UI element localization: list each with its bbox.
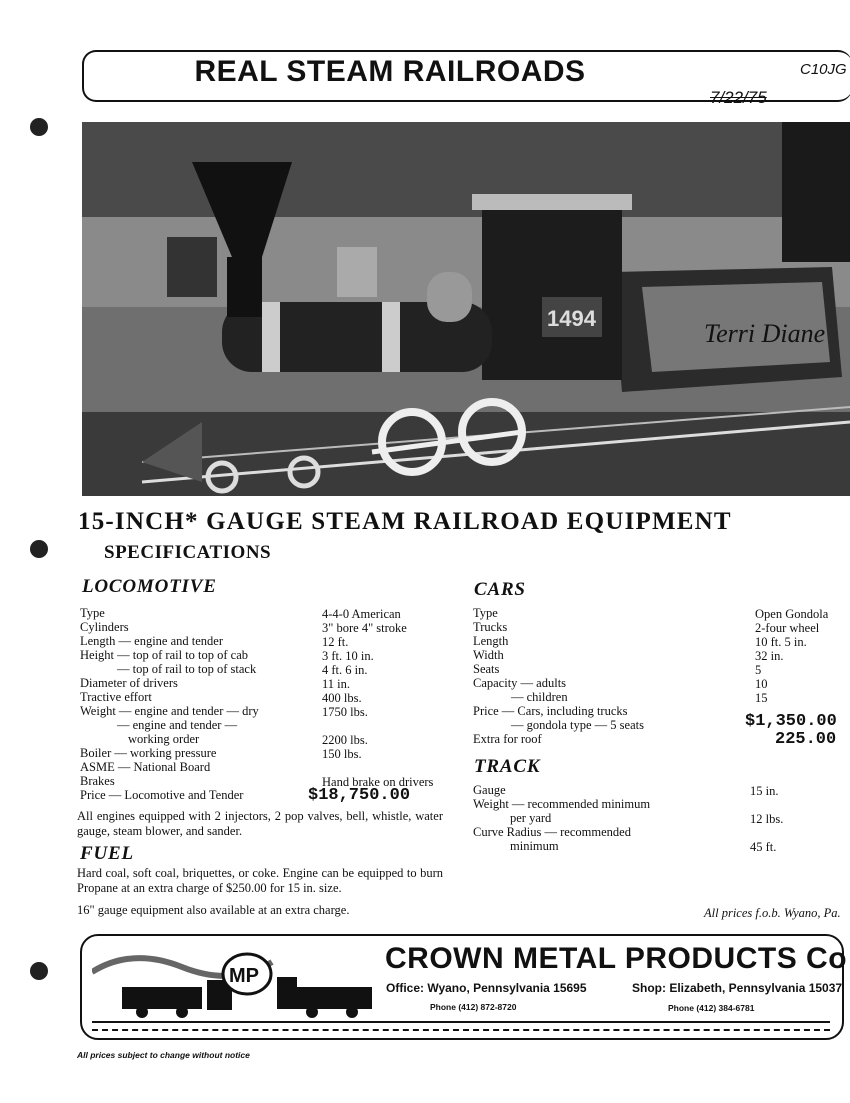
tender-name: Terri Diane xyxy=(704,319,826,348)
spec-label: ASME — National Board xyxy=(80,760,211,774)
cars-heading: CARS xyxy=(474,579,526,600)
spec-label: Weight — recommended minimum xyxy=(473,797,651,811)
locomotive-price: $18,750.00 xyxy=(308,786,411,805)
locomotive-photo xyxy=(82,122,850,496)
main-heading: 15-INCH* GAUGE STEAM RAILROAD EQUIPMENT xyxy=(78,508,732,535)
office-phone: Phone (412) 872-8720 xyxy=(430,1002,517,1012)
punch-hole xyxy=(30,118,48,136)
spec-value: 45 ft. xyxy=(750,840,777,854)
spec-label: Gauge xyxy=(473,783,506,797)
track-heading: TRACK xyxy=(474,756,541,777)
spec-value: 3" bore 4" stroke xyxy=(322,621,407,635)
locomotive-equipment-note: All engines equipped with 2 injectors, 2 pop valves, bell, whistle, water gauge, steam blower, and sander. xyxy=(77,809,443,838)
spec-label: Boiler — working pressure xyxy=(80,746,217,760)
spec-value: Hand brake on drivers xyxy=(322,775,434,789)
spec-value: 4 ft. 6 in. xyxy=(322,663,368,677)
spec-label: Curve Radius — recommended xyxy=(473,825,631,839)
company-name: CROWN METAL PRODUCTS Co xyxy=(385,942,848,975)
spec-label: — children xyxy=(511,690,568,704)
spec-label: Price — Cars, including trucks xyxy=(473,704,628,718)
handwritten-date: 7/22/75 xyxy=(710,88,767,107)
punch-hole xyxy=(30,540,48,558)
spec-value: 400 lbs. xyxy=(322,691,362,705)
spec-value: 4-4-0 American xyxy=(322,607,401,621)
spec-value: 12 lbs. xyxy=(750,812,784,826)
spec-label: Type xyxy=(80,606,105,620)
spec-label: Extra for roof xyxy=(473,732,542,746)
page-title: REAL STEAM RAILROADS xyxy=(194,55,586,88)
catalog-code: C10JG xyxy=(800,61,847,78)
spec-label: Length — engine and tender xyxy=(80,634,224,648)
spec-label: — gondola type — 5 seats xyxy=(511,718,644,732)
punch-hole xyxy=(30,962,48,980)
company-logo: MP xyxy=(229,965,259,987)
spec-label: Diameter of drivers xyxy=(80,676,178,690)
fuel-text: Hard coal, soft coal, briquettes, or coke. Engine can be equipped to burn Propane at an extra charge of $250.00 for 15 in. size. xyxy=(77,866,443,895)
train-illustration xyxy=(92,942,382,1022)
engine-number: 1494 xyxy=(547,306,596,331)
shop-phone: Phone (412) 384-6781 xyxy=(668,1003,755,1013)
spec-value: 32 in. xyxy=(755,649,784,663)
gauge-note: 16" gauge equipment also available at an extra charge. xyxy=(77,903,350,917)
roof-price: 225.00 xyxy=(775,730,837,749)
spec-label: Length xyxy=(473,634,509,648)
spec-label: Width xyxy=(473,648,504,662)
spec-label: Seats xyxy=(473,662,500,676)
spec-value: 150 lbs. xyxy=(322,747,362,761)
spec-label: Trucks xyxy=(473,620,508,634)
spec-label: — top of rail to top of stack xyxy=(117,662,257,676)
spec-label: Price — Locomotive and Tender xyxy=(80,788,244,802)
locomotive-heading: LOCOMOTIVE xyxy=(82,576,217,597)
spec-label: working order xyxy=(128,732,200,746)
shop-address: Shop: Elizabeth, Pennsylvania 15037 xyxy=(632,981,843,995)
track-divider xyxy=(92,1021,830,1031)
spec-label: Cylinders xyxy=(80,620,129,634)
spec-label: — engine and tender — xyxy=(117,718,238,732)
spec-label: Type xyxy=(473,606,498,620)
fuel-heading: FUEL xyxy=(80,843,134,864)
spec-label: Tractive effort xyxy=(80,690,152,704)
spec-value: 5 xyxy=(755,663,762,677)
spec-value: 2-four wheel xyxy=(755,621,820,635)
fob-note: All prices f.o.b. Wyano, Pa. xyxy=(704,906,841,920)
fine-print: All prices subject to change without notice xyxy=(77,1050,250,1060)
spec-label: Brakes xyxy=(80,774,115,788)
spec-label: Weight — engine and tender — dry xyxy=(80,704,259,718)
spec-value: 11 in. xyxy=(322,677,351,691)
spec-value: 12 ft. xyxy=(322,635,349,649)
spec-value: 10 ft. 5 in. xyxy=(755,635,807,649)
spec-label: Capacity — adults xyxy=(473,676,567,690)
spec-value: 3 ft. 10 in. xyxy=(322,649,374,663)
spec-label: minimum xyxy=(510,839,559,853)
car-price: $1,350.00 xyxy=(745,712,837,731)
spec-value: 15 xyxy=(755,691,768,705)
spec-label: per yard xyxy=(510,811,552,825)
office-address: Office: Wyano, Pennsylvania 15695 xyxy=(386,981,587,995)
spec-value: Open Gondola xyxy=(755,607,829,621)
spec-value: 10 xyxy=(755,677,768,691)
spec-value: 2200 lbs. xyxy=(322,733,368,747)
spec-label: Height — top of rail to top of cab xyxy=(80,648,249,662)
spec-value: 1750 lbs. xyxy=(322,705,368,719)
specifications-heading: SPECIFICATIONS xyxy=(104,542,272,563)
spec-value: 15 in. xyxy=(750,784,779,798)
